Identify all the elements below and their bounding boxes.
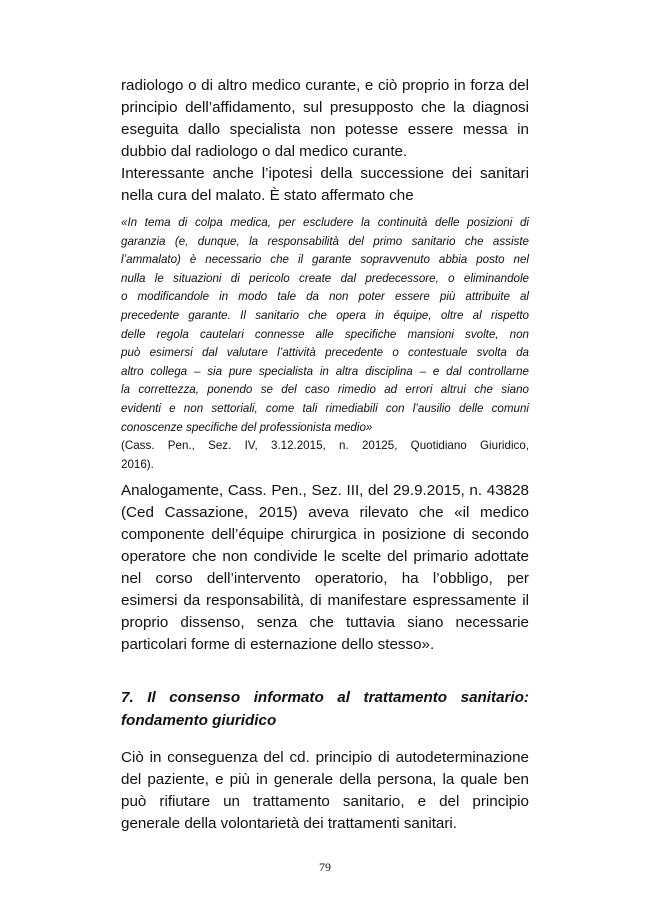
heading-line: 7. Il consenso informato al trattamento sanitario: <box>121 689 529 706</box>
heading-line: fondamento giuridico <box>121 712 277 729</box>
text-line: eseguita dallo specialista non potesse essere messa in <box>121 121 529 138</box>
quote-line: evidenti e non settoriali, come tali rimediabili con l’ausilio delle comuni <box>121 401 529 415</box>
quote-line: altro collega – sia pure specialista in altra disciplina – e dal controllarne <box>121 364 529 378</box>
quote-line: delle regola cautelari connesse alle specifiche mansioni svolte, non <box>121 327 529 341</box>
text-line: Analogamente, Cass. Pen., Sez. III, del 29.9.2015, n. 43828 <box>121 482 529 499</box>
text-line: proprio dissenso, senza che tuttavia siano necessarie <box>121 614 529 631</box>
paragraph-successione <box>121 163 529 207</box>
text-line: nella cura del malato. È stato affermato che <box>121 187 414 204</box>
quote-citation <box>121 437 529 474</box>
text-line: radiologo o di altro medico curante, e ciò proprio in forza del <box>121 77 529 94</box>
text-line: principio dell’affidamento, sul presupposto che la diagnosi <box>121 99 529 116</box>
section-heading <box>121 686 529 732</box>
text-line: nel corso dell’intervento operatorio, ha l’obbligo, per <box>121 570 529 587</box>
text-line: generale della volontarietà dei trattamenti sanitari. <box>121 815 458 832</box>
text-line: particolari forme di esternazione dello stesso». <box>121 636 435 653</box>
quote-line: nulla le situazioni di pericolo create dal predecessore, o eliminandole <box>121 271 529 285</box>
quote-line: la correttezza, ponendo se del caso rimedio ad errori altrui che siano <box>121 383 529 397</box>
citation-line: 2016). <box>121 457 154 471</box>
quote-line: conoscenze specifiche del professionista medio» <box>121 420 373 434</box>
text-line: esimersi da responsabilità, di manifestare espressamente il <box>121 592 529 609</box>
text-line: (Ced Cassazione, 2015) aveva rilevato che «il medico <box>121 504 529 521</box>
quote-line: o modificandole in modo tale da non poter essere più attribuite al <box>121 290 529 304</box>
paragraph-analogamente <box>121 480 529 656</box>
text-line: può rifiutare un trattamento sanitario, e del principio <box>121 793 529 810</box>
block-quote <box>121 214 529 437</box>
text-line: operatore che non condivide le scelte del primario adottate <box>121 548 529 565</box>
text-line: del paziente, e più in generale della persona, la quale ben <box>121 771 529 788</box>
text-line: Interessante anche l’ipotesi della successione dei sanitari <box>121 165 529 182</box>
quote-line: «In tema di colpa medica, per escludere la continuità delle posizioni di <box>121 216 529 229</box>
paragraph-autodeterminazione <box>121 747 529 835</box>
quote-line: precedente garante. Il sanitario che opera in équipe, oltre al rispetto <box>121 308 529 322</box>
page-number: 79 <box>319 860 331 874</box>
citation-line: (Cass. Pen., Sez. IV, 3.12.2015, n. 20125, Quotidiano Giuridico, <box>121 439 529 452</box>
quote-line: può esimersi dal valutare l’attività precedente o contestuale svolta da <box>121 346 529 360</box>
text-line: dubbio dal radiologo o dal medico curante. <box>121 143 408 160</box>
text-line: Ciò in conseguenza del cd. principio di autodeterminazione <box>121 749 529 766</box>
quote-line: l’ammalato) è necessario che il garante sopravvenuto abbia posto nel <box>121 253 529 267</box>
paragraph-affidamento <box>121 75 529 163</box>
quote-line: garanzia (e, dunque, la responsabilità del primo sanitario che assiste <box>121 234 529 248</box>
text-line: componente dell’équipe chirurgica in posizione di secondo <box>121 526 529 543</box>
